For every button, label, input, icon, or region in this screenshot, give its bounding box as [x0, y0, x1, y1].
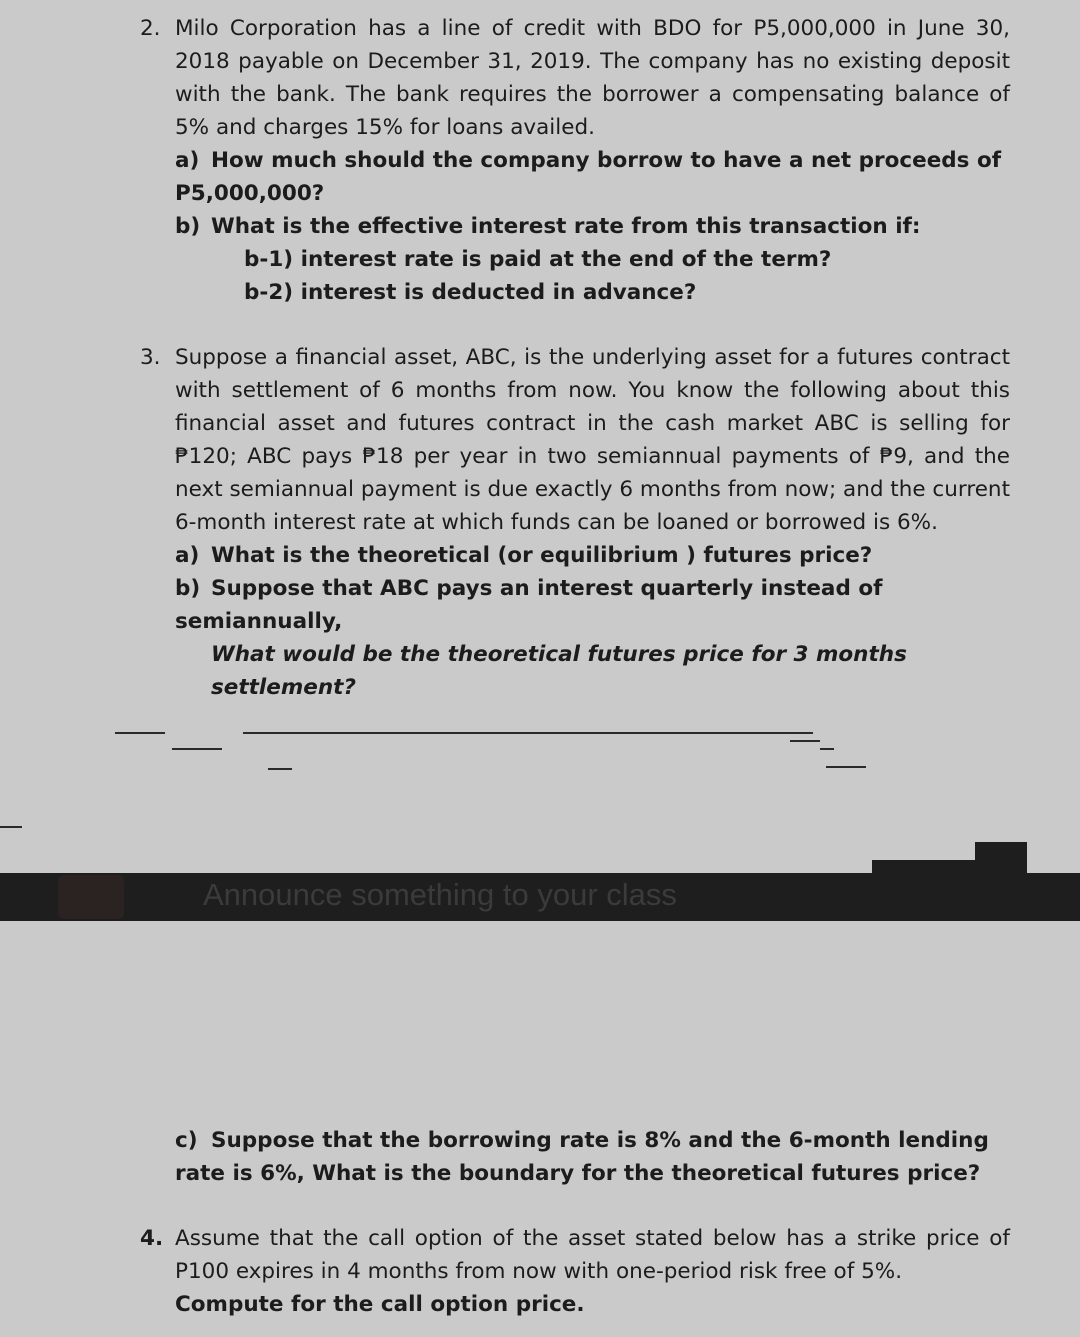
question-3b [175, 572, 1010, 704]
bar-edge [872, 860, 982, 874]
question-4-stem: Assume that the call option of the asset stated below has a strike price of P100 expires in 4 months from now with one-period risk free of 5%. [175, 1226, 1010, 1284]
announce-input[interactable]: Announce something to your class [203, 877, 677, 912]
question-number: 3. [140, 345, 161, 370]
question-2b-text: What is the effective interest rate from this transaction if: [211, 214, 921, 239]
question-number: 4. [140, 1226, 164, 1251]
sub-label: a) [175, 543, 200, 568]
question-2-stem: Milo Corporation has a line of credit with BDO for P5,000,000 in June 30, 2018 payable on December 31, 2019. The company has no existing deposit with the bank. The bank requires the borrower a compensating balance of 5% and charges 15% for loans availed. [175, 16, 1010, 140]
question-2b2: b-2) interest is deducted in advance? [244, 280, 697, 305]
scan-rule [820, 748, 834, 750]
question-2b [175, 210, 1010, 243]
question-4-instruction: Compute for the call option price. [175, 1292, 585, 1317]
scan-rule [826, 766, 866, 768]
question-3 [140, 341, 1010, 704]
scan-rule [243, 732, 813, 734]
scan-rule [115, 732, 165, 734]
question-number: 2. [140, 16, 161, 41]
question-3c-text: Suppose that the borrowing rate is 8% and the 6-month lending rate is 6%, What is the boundary for the theoretical futures price? [175, 1128, 989, 1186]
sub-label: c) [175, 1128, 198, 1153]
question-2 [140, 12, 1010, 309]
sub-label: a) [175, 148, 200, 173]
announce-bar[interactable] [0, 873, 1080, 921]
scan-rule [268, 768, 292, 770]
scan-rule [172, 748, 222, 750]
question-3c [175, 1124, 1010, 1190]
question-3b-text-continued: What would be the theoretical futures price for 3 months settlement? [211, 642, 907, 700]
question-3a-text: What is the theoretical (or equilibrium ) futures price? [211, 543, 873, 568]
scan-rule [790, 740, 820, 742]
question-3-continued [140, 1124, 1010, 1190]
sub-label: b) [175, 214, 201, 239]
bar-edge [975, 842, 1027, 874]
scan-rule [0, 826, 22, 828]
question-2a [175, 144, 1010, 210]
question-3b-text: Suppose that ABC pays an interest quarterly instead of semiannually, [175, 576, 883, 634]
sub-label: b) [175, 576, 201, 601]
question-4 [140, 1222, 1010, 1321]
question-3a [175, 539, 1010, 572]
question-3-stem: Suppose a financial asset, ABC, is the underlying asset for a futures contract with settlement of 6 months from now. You know the following about this financial asset and futures contract in the cash market ABC is selling for ₱120; ABC pays ₱18 per year in two semiannual payments of ₱9, and the next semiannual payment is due exactly 6 months from now; and the current 6-month interest rate at which funds can be loaned or borrowed is 6%. [175, 345, 1010, 535]
question-2b1: b-1) interest rate is paid at the end of the term? [244, 247, 832, 272]
question-2a-text: How much should the company borrow to have a net proceeds of P5,000,000? [175, 148, 1002, 206]
avatar [58, 875, 124, 919]
